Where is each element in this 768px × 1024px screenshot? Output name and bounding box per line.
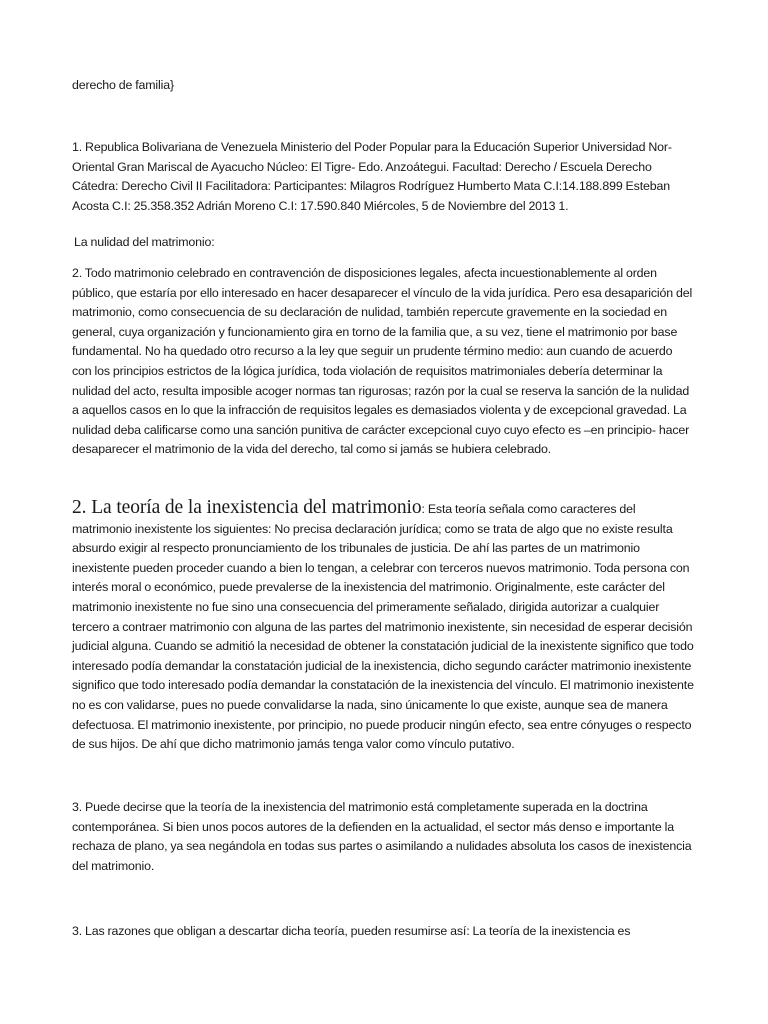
paragraph-nullity: 2. Todo matrimonio celebrado en contravención de disposiciones legales, afecta incuestionablemente al orden público, que estaría por ello interesado en hacer desaparecer el vínculo de la vida jurídica. Pero esa desaparición del matrimonio, como consecuencia de su declaración de nulidad, también repercute gravemente en la sociedad en general, cuya organización y funcionamiento gira en torno de la familia que, a su vez, tiene el matrimonio por base fundamental. No ha quedado otro recurso a la ley que seguir un prudente término medio: aun cuando de acuerdo con los principios estrictos de la lógica jurídica, toda violación de requisitos matrimoniales debería determinar la nulidad del acto, resulta imposible acoger normas tan rigurosas; razón por la cual se reserva la sanción de la nulidad a aquellos casos en lo que la infracción de requisitos legales es demasiados violenta y de excepcional gravedad. La nulidad deba calificarse como una sanción punitiva de carácter excepcional cuyo cuyo efecto es –en principio- hacer desaparecer el matrimonio de la vida del derecho, tal como si jamás se hubiera celebrado.: [72, 266, 693, 457]
section-heading-inexistence: 2. La teoría de la inexistencia del matrimonio: [72, 497, 422, 518]
paragraph-reasons: 3. Las razones que obligan a descartar dicha teoría, pueden resumirse así: La teoría de la inexistencia es: [72, 924, 631, 938]
paragraph-theory-superseded: 3. Puede decirse que la teoría de la inexistencia del matrimonio está completamente superada en la doctrina contemporánea. Si bien unos pocos autores de la defienden en la actualidad, el sector más denso e importante la rechaza de plano, ya sea negándola en todas sus partes o asimilando a nulidades absoluta los casos de inexistencia del matrimonio.: [72, 800, 692, 873]
document-header: derecho de familia}: [72, 78, 174, 92]
section-subheading: La nulidad del matrimonio:: [74, 235, 215, 249]
paragraph-inexistence-body: : Esta teoría señala como caracteres del matrimonio inexistente los siguientes: No precisa declaración jurídica; como se trata de algo que no existe resulta absurdo exigir al respecto pronunciamiento de los tribunales de justicia. De ahí las partes de un matrimonio inexistente pueden proceder cuando a bien lo tengan, a celebrar con terceros nuevos matrimonio. Toda persona con interés moral o económico, puede prevalerse de la inexistencia del matrimonio. Originalmente, este carácter del matrimonio inexistente no fue sino una consecuencia del primeramente señalado, dirigida autorizar a cualquier tercero a contraer matrimonio con alguna de las partes del matrimonio inexistente, sin necesidad de esperar decisión judicial alguna. Cuando se admitió la necesidad de obtener la constatación judicial de la inexistente significo que todo interesado podía demandar la constatación judicial de la inexistencia, dicho segundo carácter matrimonio inexistente significo que todo interesado podía demandar la constatación de la inexistencia del vínculo. El matrimonio inexistente no es con validarse, pues no puede convalidarse la nada, sino únicamente lo que existe, aunque sea de manera defectuosa. El matrimonio inexistente, por principio, no puede producir ningún efecto, sea entre cónyuges o respecto de sus hijos. De ahí que dicho matrimonio jamás tenga valor como vínculo putativo.: [72, 502, 694, 752]
paragraph-institution-info: 1. Republica Bolivariana de Venezuela Ministerio del Poder Popular para la Educación Superior Universidad Nor-Oriental Gran Mariscal de Ayacucho Núcleo: El Tigre- Edo. Anzoátegui. Facultad: Derecho / Escuela Derecho Cátedra: Derecho Civil II Facilitadora: Participantes: Milagros Rodríguez Humberto Mata C.I:14.188.899 Esteban Acosta C.I: 25.358.352 Adrián Moreno C.I: 17.590.840 Miércoles, 5 de Noviembre del 2013 1.: [72, 140, 672, 213]
paragraph-inexistence-theory: [72, 498, 694, 755]
